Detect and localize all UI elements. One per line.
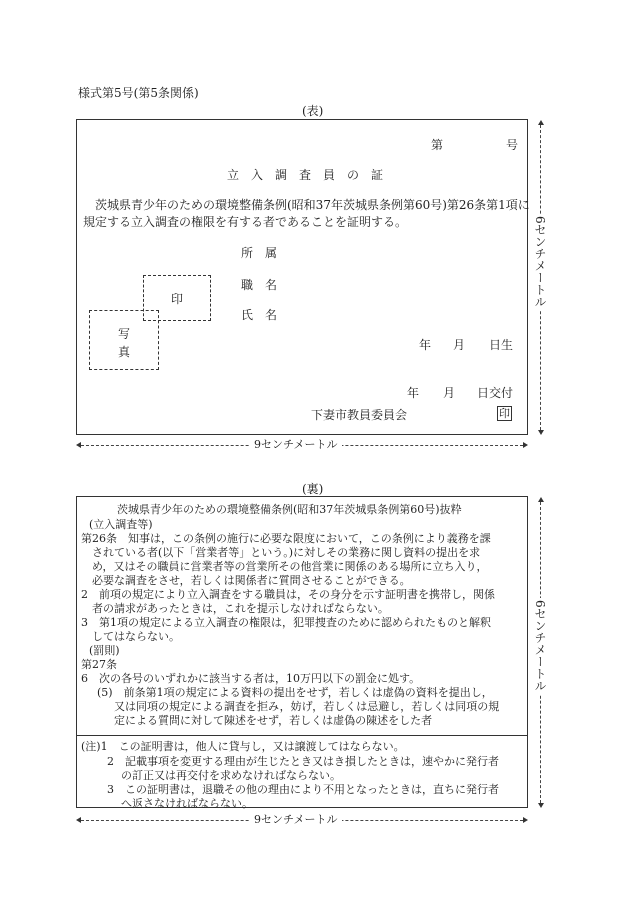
law-line: 6 次の各号のいずれかに該当する者は，10万円以下の罰金に処す。 (81, 672, 421, 685)
form-label: 様式第5号(第5条関係) (78, 86, 199, 100)
birth-month: 月 (453, 338, 466, 352)
front-card (76, 119, 528, 435)
front-heading: (表) (302, 104, 324, 118)
issue-year: 年 (407, 386, 420, 400)
law-line: め，又はその職員に営業者等の営業所その他営業に関係のある場所に立ち入り， (81, 560, 488, 573)
field-affiliation: 所 属 (241, 246, 278, 260)
law-line: (罰則) (89, 644, 120, 657)
law-line: されている者(以下「営業者等」という。)に対しその業務に関し資料の提出を求 (81, 546, 481, 559)
notes-divider (77, 735, 527, 736)
card-number-prefix: 第 (431, 138, 444, 152)
law-line: 3 第1項の規定による立入調査の権限は，犯罪捜査のために認められたものと解釈 (81, 616, 491, 629)
law-line: してはならない。 (81, 630, 180, 643)
front-height-label: 6センチメートル (533, 216, 547, 308)
note-line: 3 この証明書は，退職その他の理由により不用となったときは，直ちに発行者 (107, 783, 499, 796)
law-line: (5) 前条第1項の規定による資料の提出をせず，若しくは虚偽の資料を提出し， (97, 686, 493, 699)
note-line: (注)1 この証明書は，他人に貸与し，又は譲渡してはならない。 (81, 740, 405, 753)
front-width-label: 9センチメートル (250, 438, 342, 451)
back-width-label: 9センチメートル (250, 813, 342, 826)
arrow-up-icon (538, 120, 544, 125)
photo-box (89, 310, 159, 370)
birth-year: 年 (419, 338, 432, 352)
law-line: (立入調査等) (89, 518, 153, 531)
card-number-suffix: 号 (506, 138, 519, 152)
law-title: 茨城県青少年のための環境整備条例(昭和37年茨城県条例第60号)抜粋 (117, 503, 462, 516)
law-line: 又は同項の規定による調査を拒み，妨げ，若しくは忌避し，若しくは同項の規 (114, 700, 500, 713)
arrow-down-icon (538, 430, 544, 435)
law-line: 定による質問に対して陳述をせず，若しくは虚偽の陳述をした者 (114, 714, 433, 727)
law-line: 者の請求があったときは，これを提示しなければならない。 (81, 602, 389, 615)
law-line: 2 前項の規定により立入調査をする職員は，その身分を示す証明書を携帯し，関係 (81, 588, 495, 601)
back-card (76, 496, 528, 808)
field-name: 氏 名 (241, 308, 278, 322)
issue-day: 日交付 (477, 386, 514, 400)
birth-day: 日生 (489, 338, 514, 352)
back-height-label: 6センチメートル (533, 600, 547, 692)
note-line: 2 記載事項を変更する理由が生じたとき又はき損したときは，速やかに発行者 (107, 755, 499, 768)
photo-box-label-2: 真 (118, 345, 131, 359)
card-body-line-2: 規定する立入調査の権限を有する者であることを証明する。 (83, 215, 408, 229)
note-line: の訂正又は再交付を求めなければならない。 (121, 769, 341, 782)
law-line: 必要な調査をさせ，若しくは関係者に質問させることができる。 (81, 574, 411, 587)
stamp-box-label: 印 (171, 292, 184, 306)
official-seal: 印 (499, 407, 510, 420)
arrow-up-icon (538, 497, 544, 502)
issue-month: 月 (443, 386, 456, 400)
card-title: 立 入 調 査 員 の 証 (227, 168, 384, 182)
arrow-right-icon (523, 442, 528, 448)
arrow-right-icon (523, 817, 528, 823)
law-line: 第27条 (81, 658, 117, 671)
photo-box-label-1: 写 (118, 327, 131, 341)
field-position: 職 名 (241, 278, 278, 292)
arrow-down-icon (538, 803, 544, 808)
issuer-name: 下妻市教員委員会 (311, 408, 408, 422)
card-body-line-1: 茨城県青少年のための環境整備条例(昭和37年茨城県条例第60号)第26条第1項に (83, 198, 530, 212)
back-heading: (裏) (302, 482, 324, 496)
law-line: 第26条 知事は，この条例の施行に必要な限度において，この条例により義務を課 (81, 532, 491, 545)
note-line: へ返さなければならない。 (121, 797, 253, 810)
